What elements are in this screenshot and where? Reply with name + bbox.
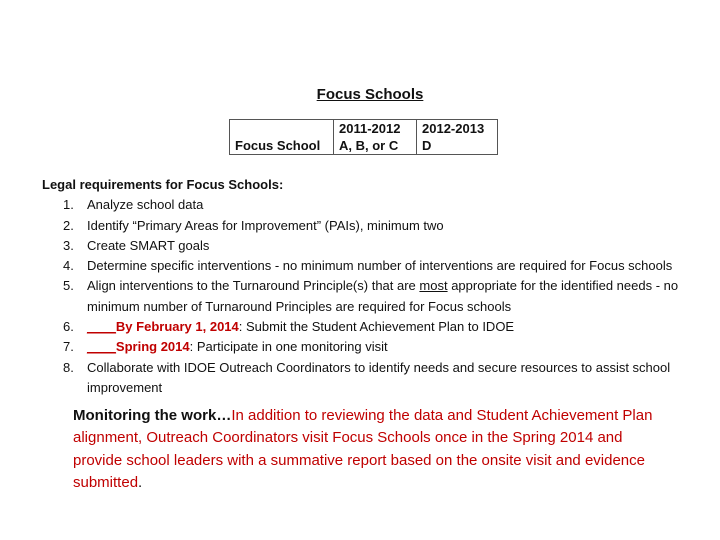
- table-cell: Focus School: [230, 137, 334, 155]
- legal-requirements: [42, 175, 712, 398]
- item-number: 5.: [63, 278, 74, 294]
- table-row: [230, 137, 498, 155]
- list-item: [42, 276, 712, 317]
- item-text: Identify “Primary Areas for Improvement” (PAIs), minimum two: [87, 217, 444, 233]
- list-item: [42, 216, 712, 236]
- table-cell: [230, 120, 334, 138]
- table-header-row: [230, 120, 498, 138]
- item-number: 6.: [63, 319, 74, 335]
- item-text: Determine specific interventions - no minimum number of interventions are required for Focus schools: [87, 258, 673, 274]
- item-number: 4.: [63, 258, 74, 274]
- list-item: [42, 337, 712, 357]
- item-text: : Participate in one monitoring visit: [189, 339, 388, 355]
- item-number: 7.: [63, 339, 74, 355]
- list-item: [42, 256, 712, 276]
- item-number: 3.: [63, 237, 74, 253]
- monitoring-end: .: [138, 473, 143, 491]
- page-title: Focus Schools: [316, 86, 424, 103]
- item-number: 1.: [63, 197, 74, 213]
- item-text: : Submit the Student Achievement Plan to IDOE: [238, 319, 515, 335]
- item-text: appropriate for the identified needs - no minimum number of Turnaround Principles are required for Focus schools: [87, 278, 679, 314]
- item-text: Collaborate with IDOE Outreach Coordinators to identify needs and secure resources to assist school improvement: [87, 359, 671, 395]
- item-text: Create SMART goals: [87, 237, 210, 253]
- focus-school-table: [229, 119, 498, 155]
- list-item: [42, 195, 712, 215]
- emphasis-text: most: [419, 278, 448, 294]
- item-number: 8.: [63, 359, 74, 375]
- list-item: [42, 317, 712, 337]
- monitoring-paragraph: [73, 405, 673, 494]
- list-item: [42, 358, 712, 399]
- deadline-date: By February 1, 2014: [115, 319, 239, 335]
- list-item: [42, 236, 712, 256]
- table-cell: A, B, or C: [334, 137, 417, 155]
- item-text: Align interventions to the Turnaround Principle(s) that are: [87, 278, 420, 294]
- blank-line: ____: [87, 319, 116, 335]
- blank-line: ____: [87, 339, 116, 355]
- table-header-cell: 2012-2013: [417, 120, 498, 138]
- legal-requirements-title: Legal requirements for Focus Schools:: [42, 177, 284, 192]
- table-cell: D: [417, 137, 498, 155]
- item-number: 2.: [63, 217, 74, 233]
- monitoring-body: In addition to reviewing the data and Student Achievement Plan alignment, Outreach Coordinators visit Focus Schools once in the Spring 2014 and provide school leaders with a summative report based on the onsite visit and evidence submitted: [73, 407, 653, 491]
- table-header-cell: 2011-2012: [334, 120, 417, 138]
- deadline-date: Spring 2014: [115, 339, 190, 355]
- requirements-list: [42, 195, 712, 398]
- monitoring-lead: Monitoring the work…: [73, 407, 232, 424]
- item-text: Analyze school data: [87, 197, 204, 213]
